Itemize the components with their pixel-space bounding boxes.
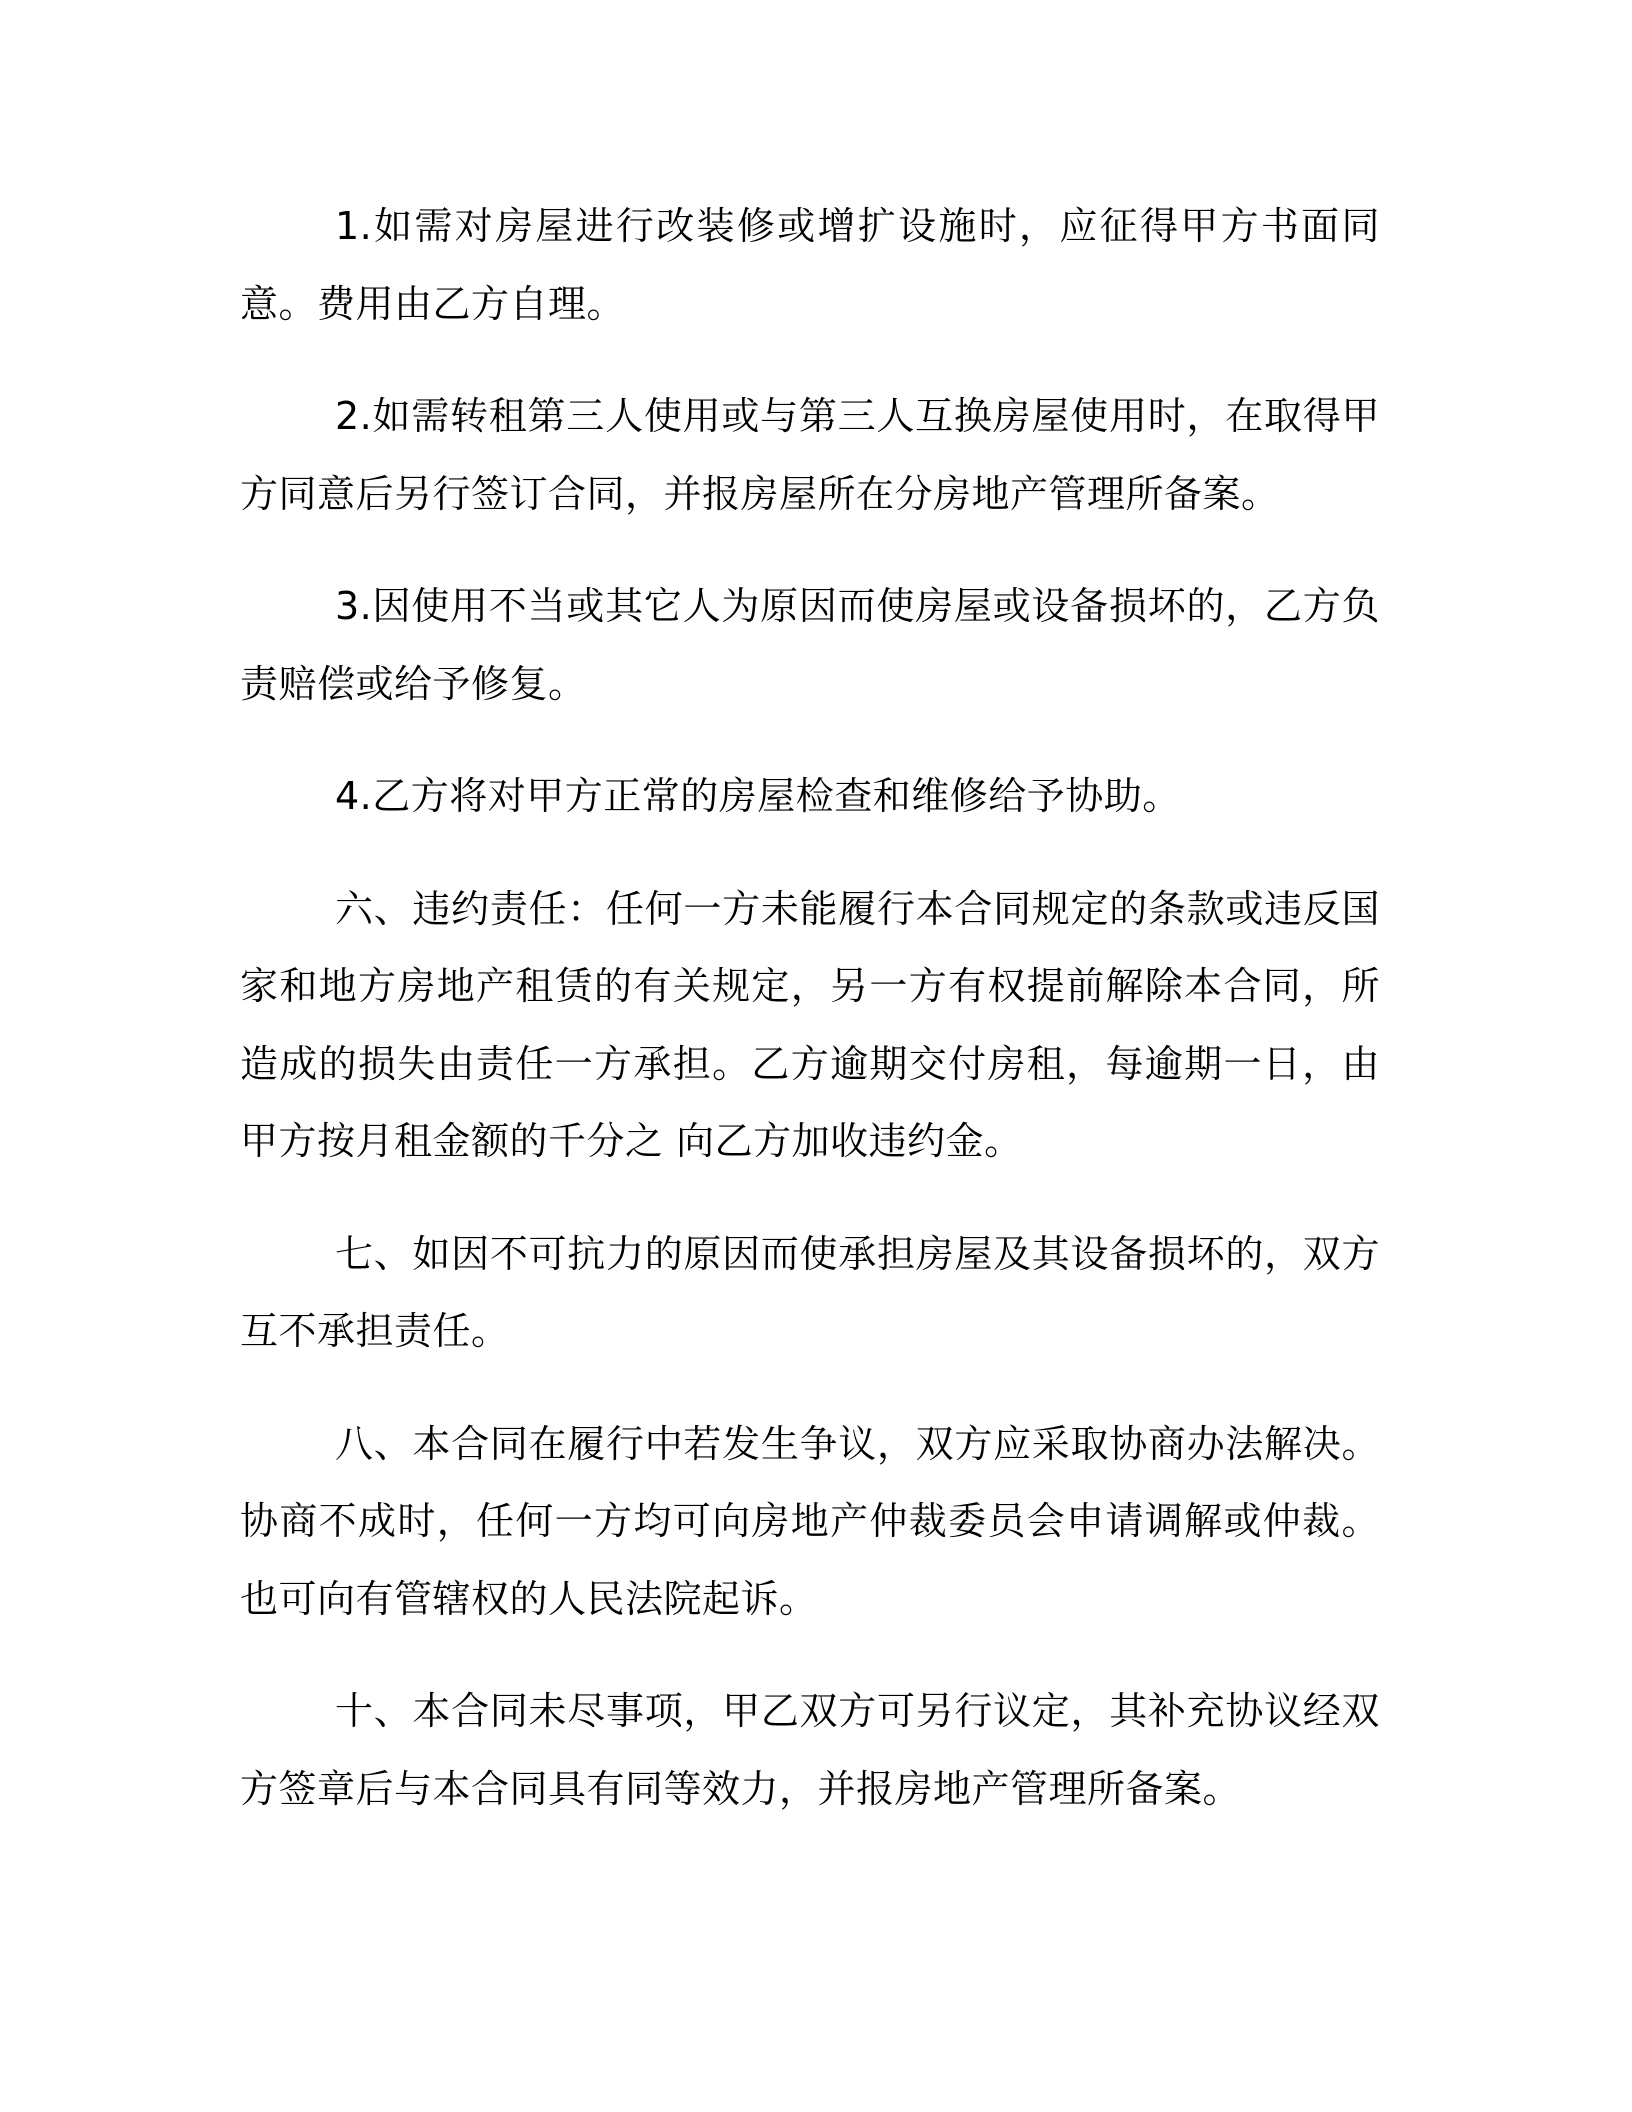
clause-force-majeure: 七、如因不可抗力的原因而使承担房屋及其设备损坏的，双方互不承担责任。 [240, 1231, 1380, 1353]
clause-supplementary-agreement: 十、本合同未尽事项，甲乙双方可另行议定，其补充协议经双方签章后与本合同具有同等效力，并报房地产管理所备案。 [240, 1689, 1380, 1811]
clause-damage-compensation: 3.因使用不当或其它人为原因而使房屋或设备损坏的，乙方负责赔偿或给予修复。 [240, 584, 1380, 706]
clause-inspection-assistance: 4.乙方将对甲方正常的房屋检查和维修给予协助。 [335, 774, 1181, 818]
contract-text-body [240, 188, 1380, 1863]
clause-sublease: 2.如需转租第三人使用或与第三人互换房屋使用时，在取得甲方同意后另行签订合同，并报房屋所在分房地产管理所备案。 [240, 394, 1380, 516]
clause-breach-liability: 六、违约责任：任何一方未能履行本合同规定的条款或违反国家和地方房地产租赁的有关规定，另一方有权提前解除本合同，所造成的损失由责任一方承担。乙方逾期交付房租，每逾期一日，由甲方按月租金额的千分之 向乙方加收违约金。 [240, 886, 1380, 1163]
clause-renovation: 1.如需对房屋进行改装修或增扩设施时，应征得甲方书面同意。费用由乙方自理。 [240, 204, 1380, 326]
clause-dispute-resolution: 八、本合同在履行中若发生争议，双方应采取协商办法解决。协商不成时，任何一方均可向房地产仲裁委员会申请调解或仲裁。也可向有管辖权的人民法院起诉。 [240, 1421, 1380, 1621]
